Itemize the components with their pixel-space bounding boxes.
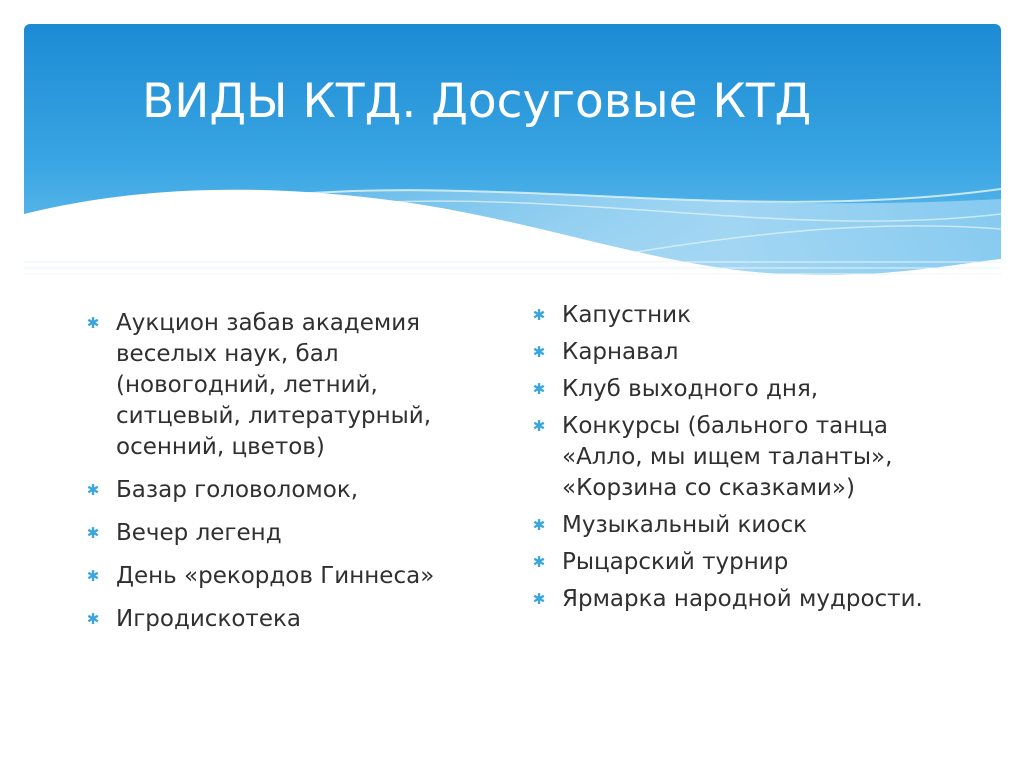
- list-item: [530, 510, 940, 541]
- list-item-label: День «рекордов Гиннеса»: [116, 563, 435, 589]
- asterisk-icon: ✱: [532, 417, 546, 435]
- list-item: [530, 300, 940, 331]
- list-item-label: Базар головоломок,: [116, 477, 359, 503]
- asterisk-icon: ✱: [86, 610, 100, 628]
- title-banner: [24, 24, 1001, 286]
- left-bullet-list: [84, 308, 484, 647]
- slide-title: ВИДЫ КТД. Досуговые КТД: [142, 74, 812, 129]
- asterisk-icon: ✱: [532, 590, 546, 608]
- asterisk-icon: ✱: [86, 524, 100, 542]
- asterisk-icon: ✱: [532, 306, 546, 324]
- list-item-label: Аукцион забав академия веселых наук, бал (новогодний, летний, ситцевый, литературный, осенний, цветов): [116, 310, 432, 460]
- list-item-label: Ярмарка народной мудрости.: [562, 586, 923, 612]
- asterisk-icon: ✱: [532, 380, 546, 398]
- list-item-label: Конкурсы (бального танца «Алло, мы ищем таланты», «Корзина со сказками»): [562, 413, 893, 501]
- list-item-label: Игродискотека: [116, 606, 301, 632]
- asterisk-icon: ✱: [532, 553, 546, 571]
- wave-background: [24, 24, 1001, 286]
- list-item-label: Музыкальный киоск: [562, 512, 807, 538]
- list-item: [530, 374, 940, 405]
- asterisk-icon: ✱: [532, 343, 546, 361]
- list-item: [84, 475, 484, 506]
- asterisk-icon: ✱: [86, 314, 100, 332]
- list-item: [84, 561, 484, 592]
- list-item-label: Вечер легенд: [116, 520, 282, 546]
- list-item: [84, 604, 484, 635]
- right-bullet-list: [530, 300, 940, 621]
- asterisk-icon: ✱: [86, 567, 100, 585]
- list-item: [530, 337, 940, 368]
- list-item: [530, 584, 940, 615]
- list-item-label: Капустник: [562, 302, 691, 328]
- list-item-label: Клуб выходного дня,: [562, 376, 819, 402]
- list-item-label: Карнавал: [562, 339, 679, 365]
- asterisk-icon: ✱: [532, 516, 546, 534]
- list-item: [530, 411, 940, 504]
- list-item: [84, 518, 484, 549]
- asterisk-icon: ✱: [86, 481, 100, 499]
- list-item-label: Рыцарский турнир: [562, 549, 789, 575]
- list-item: [84, 308, 484, 463]
- list-item: [530, 547, 940, 578]
